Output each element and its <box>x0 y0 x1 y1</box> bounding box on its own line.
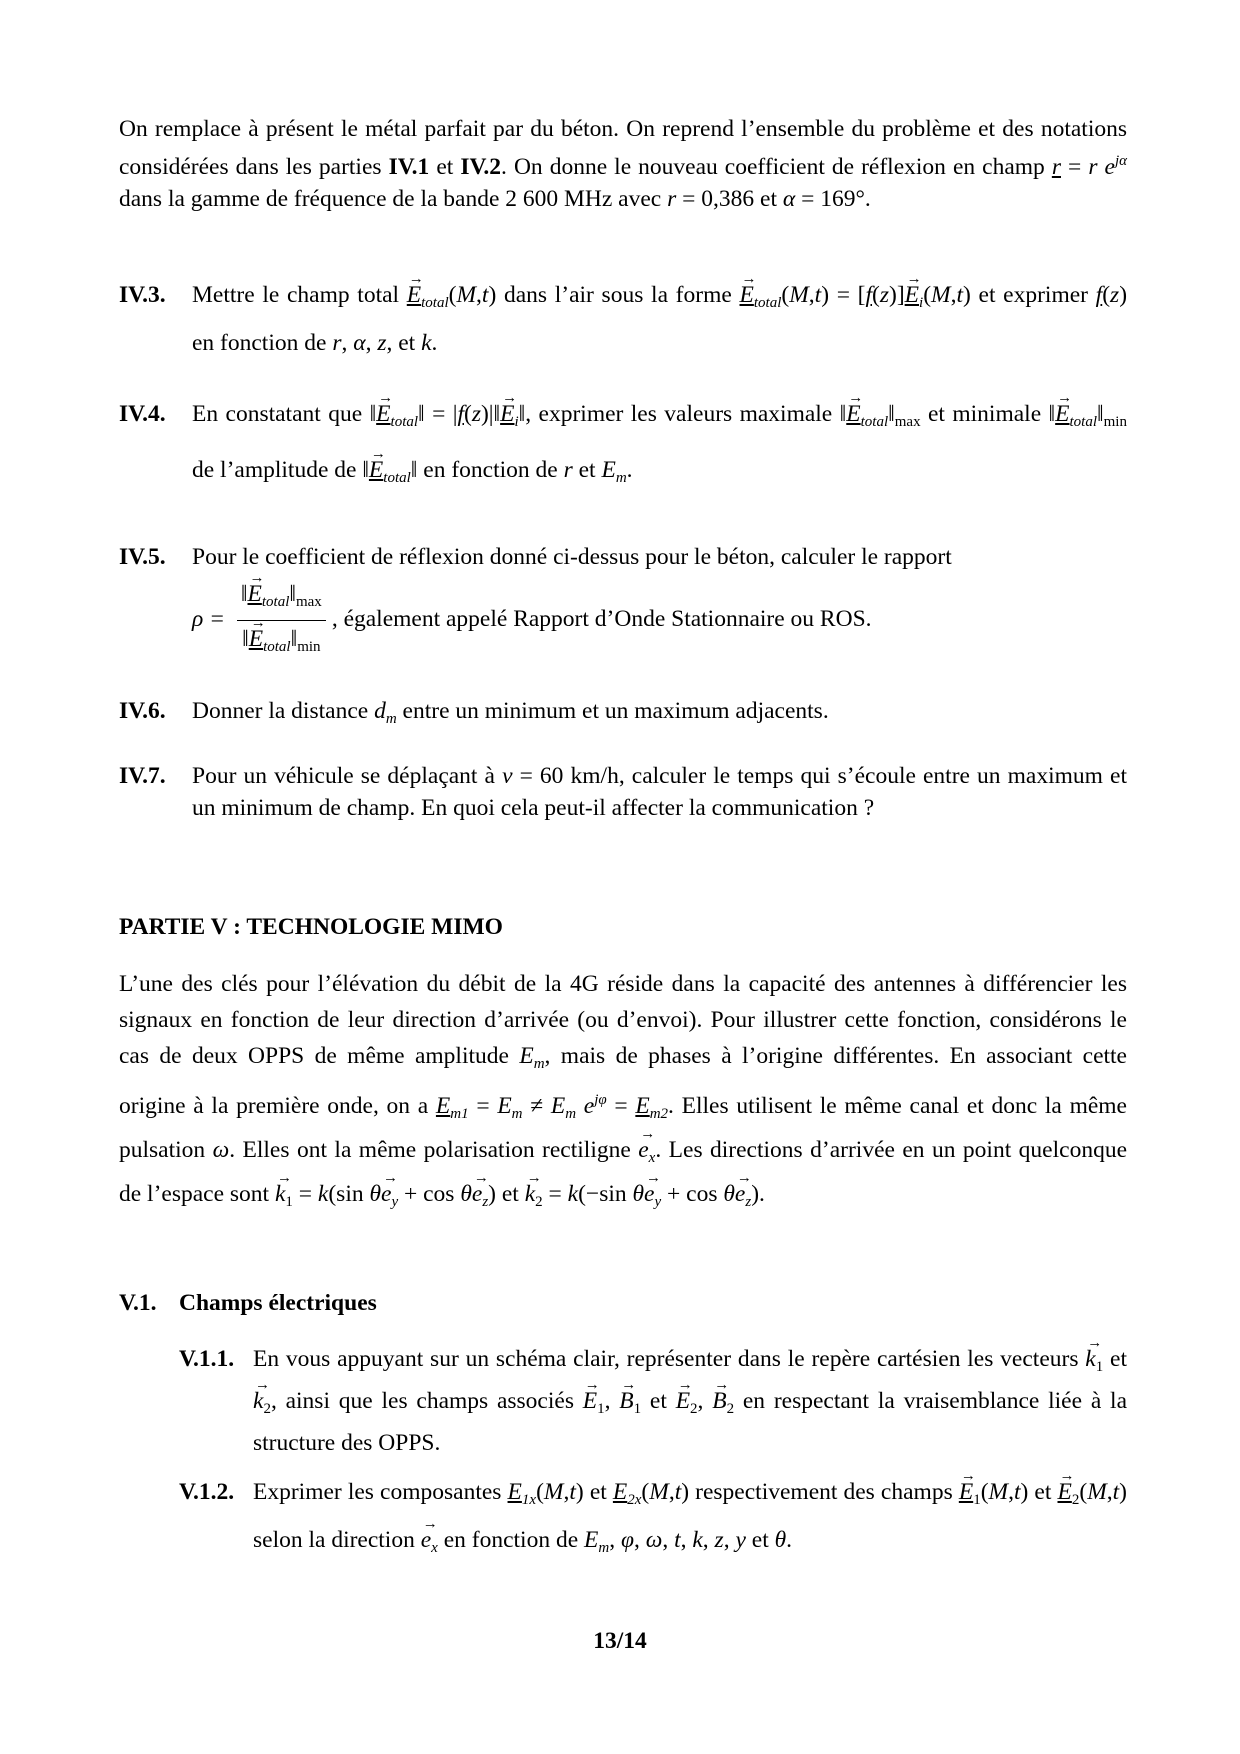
math-symbol: E <box>519 1043 534 1069</box>
math-symbol: → k <box>275 1183 285 1207</box>
text-segment: (sin <box>328 1181 370 1207</box>
question-v11 <box>179 1342 1127 1460</box>
text-segment: ( <box>923 282 932 308</box>
text-segment: En constatant que ‖ <box>192 401 377 427</box>
math-symbol: y <box>391 1194 399 1210</box>
text-segment: = <box>542 1181 568 1207</box>
math-symbol: f <box>457 401 464 427</box>
text-segment: , <box>609 1527 621 1553</box>
question-v12 <box>179 1472 1127 1568</box>
text-segment: Exprimer les composantes <box>253 1479 508 1505</box>
math-symbol: total <box>390 414 419 430</box>
math-symbol: m <box>385 711 397 727</box>
text-segment: = <box>606 1093 636 1119</box>
math-symbol: IV.1 <box>388 154 430 180</box>
question-iv7 <box>119 760 1127 824</box>
question-text <box>192 544 952 570</box>
question-text <box>253 1472 1127 1568</box>
question-text <box>253 1342 1127 1460</box>
math-symbol: θ <box>460 1181 472 1207</box>
text-segment: + cos <box>398 1181 461 1207</box>
math-symbol: r <box>1051 154 1061 180</box>
text-segment: On remplace à présent le métal parfait par du béton. On reprend l’ensemble du problème et des notations considérées dans les parties <box>119 116 1127 180</box>
text-segment: , également appelé Rapport d’Onde Stationnaire ou ROS. <box>331 605 872 632</box>
math-symbol: → E <box>1055 403 1069 427</box>
question-label: IV.4. <box>119 401 166 427</box>
math-symbol: m1 <box>450 1106 469 1122</box>
text-segment: ( <box>463 401 472 427</box>
text-segment: ) en fonction de <box>192 282 1128 356</box>
math-symbol: ω <box>645 1527 663 1553</box>
math-symbol: φ <box>620 1527 634 1553</box>
text-segment: )] <box>889 282 905 308</box>
math-symbol: t <box>481 282 489 308</box>
math-symbol: y <box>654 1194 662 1210</box>
math-symbol: E <box>497 1093 512 1119</box>
math-symbol: E <box>435 1093 451 1119</box>
question-label: IV.6. <box>119 698 166 724</box>
text-segment: , <box>723 1527 736 1553</box>
text-segment: ) dans l’air sous la forme <box>488 282 740 308</box>
math-symbol: 1 <box>1095 1359 1104 1375</box>
math-symbol: total <box>261 594 290 610</box>
question-text <box>192 694 1127 736</box>
question-body <box>192 538 1127 665</box>
text-segment: ‖ = | <box>418 401 458 427</box>
text-segment: de l’amplitude de ‖ <box>192 457 369 483</box>
math-symbol: x <box>431 1540 438 1556</box>
math-symbol: k <box>317 1181 329 1207</box>
math-symbol: M <box>931 282 951 308</box>
text-segment: (−sin <box>578 1181 633 1207</box>
fraction-denominator <box>242 621 320 665</box>
math-symbol: E <box>635 1093 650 1119</box>
math-symbol: E <box>612 1479 628 1505</box>
math-symbol: → k <box>525 1183 535 1207</box>
math-symbol: 2 <box>535 1194 543 1210</box>
math-symbol: → B <box>619 1390 633 1414</box>
math-symbol: → E <box>249 628 263 652</box>
text-segment: Pour le coefficient de réflexion donné ci-dessus pour le béton, calculer le rapport <box>192 544 952 570</box>
text-segment: ) selon la direction <box>253 1479 1127 1553</box>
math-symbol: total <box>383 470 411 486</box>
math-symbol: → e <box>472 1183 482 1207</box>
math-symbol: → e <box>735 1183 745 1207</box>
text-segment: , <box>563 1479 570 1505</box>
text-segment: , <box>1008 1479 1014 1505</box>
math-symbol: E <box>550 1093 566 1119</box>
math-symbol: z <box>482 1194 489 1210</box>
text-segment: ) et <box>1020 1479 1058 1505</box>
math-symbol: 2 <box>690 1401 698 1417</box>
ratio-fraction <box>237 576 326 665</box>
text-segment: , <box>365 330 378 356</box>
math-symbol: d <box>374 698 386 724</box>
text-segment: ( <box>641 1479 650 1505</box>
text-segment: = 169°. <box>795 186 871 212</box>
math-symbol: → e <box>421 1529 431 1553</box>
math-symbol: E <box>584 1527 599 1553</box>
math-symbol: → E <box>500 403 514 427</box>
text-segment: Donner la distance <box>192 698 375 724</box>
math-symbol: t <box>1013 1479 1021 1505</box>
text-segment: )|‖ <box>480 401 501 427</box>
question-text <box>192 390 1127 502</box>
math-symbol: k <box>567 1181 579 1207</box>
math-symbol: → E <box>959 1481 973 1505</box>
math-symbol: θ <box>369 1181 382 1207</box>
question-label: IV.3. <box>119 282 166 308</box>
math-symbol: θ <box>632 1181 645 1207</box>
text-segment: ( <box>1102 282 1111 308</box>
math-symbol: E <box>601 457 616 483</box>
math-symbol: → e <box>381 1183 391 1207</box>
text-segment: , <box>950 282 957 308</box>
text-segment: , <box>476 282 482 308</box>
math-symbol: M <box>456 282 477 308</box>
math-symbol: f <box>865 282 873 308</box>
math-symbol: E <box>507 1479 522 1505</box>
math-symbol: α <box>353 330 366 356</box>
text-segment: En vous appuyant sur un schéma clair, représenter dans le repère cartésien les vecteurs <box>253 1346 1086 1372</box>
math-symbol: jφ <box>594 1092 607 1108</box>
question-text-after <box>332 606 872 632</box>
math-symbol: θ <box>723 1181 735 1207</box>
math-symbol: → k <box>253 1390 263 1414</box>
text-segment: et <box>1103 1346 1127 1372</box>
math-symbol: t <box>674 1479 682 1505</box>
math-symbol: → e <box>644 1183 654 1207</box>
text-segment: , <box>662 1527 675 1553</box>
math-symbol: → E <box>376 403 390 427</box>
text-segment: , <box>604 1388 620 1414</box>
section-title: Champs électriques <box>179 1290 377 1316</box>
math-symbol: z <box>471 401 481 427</box>
text-segment: + cos <box>661 1181 724 1207</box>
math-symbol: 2 <box>726 1401 735 1417</box>
math-symbol: r <box>563 457 573 483</box>
math-symbol: → k <box>1085 1348 1095 1372</box>
math-symbol: total <box>860 414 889 430</box>
text-segment: , <box>668 1479 675 1505</box>
math-symbol: m <box>565 1106 577 1122</box>
math-symbol: → B <box>712 1390 726 1414</box>
section-label: V.1. <box>119 1290 157 1316</box>
math-symbol: → E <box>248 583 262 607</box>
math-symbol: x <box>648 1150 656 1166</box>
math-symbol: → E <box>369 459 383 483</box>
text-segment: ‖ en fonction de <box>410 457 564 483</box>
text-segment: ( <box>536 1479 544 1505</box>
math-symbol: total <box>1069 414 1098 430</box>
text-segment: ‖ <box>1097 401 1104 427</box>
math-symbol: k <box>692 1527 703 1553</box>
text-segment: et <box>572 457 602 483</box>
text-segment: en respectant la vraisemblance liée à la structure des OPPS. <box>253 1388 1128 1456</box>
text-segment: ‖ <box>888 401 895 427</box>
text-segment: , et <box>386 330 422 356</box>
math-symbol: 2 <box>1071 1492 1080 1508</box>
question-text <box>192 275 1127 363</box>
text-segment: ) = [ <box>821 282 866 308</box>
text-segment: . Elles utilisent le même canal et donc la même pulsation <box>119 1093 1127 1163</box>
math-symbol: → E <box>740 284 754 308</box>
text-segment: . <box>626 457 633 483</box>
text-segment: ‖ <box>240 581 248 607</box>
part-intro-paragraph <box>119 966 1127 1220</box>
math-symbol: v <box>502 763 513 789</box>
math-symbol: 2x <box>627 1492 642 1508</box>
question-iv5 <box>119 538 1127 665</box>
math-symbol: m <box>615 470 627 486</box>
math-symbol: α <box>782 186 796 212</box>
question-label: V.1.1. <box>179 1346 235 1372</box>
math-symbol: M <box>988 1479 1009 1505</box>
text-segment: ‖ <box>242 626 249 652</box>
text-segment: ≠ <box>522 1093 551 1119</box>
text-segment: , <box>341 330 354 356</box>
math-symbol: t <box>956 282 963 308</box>
math-symbol: IV.2 <box>460 154 502 180</box>
math-symbol: i <box>919 295 924 311</box>
math-symbol: θ <box>774 1527 787 1553</box>
math-symbol: m <box>598 1540 610 1556</box>
text-segment: ) respectivement des champs <box>681 1479 959 1505</box>
math-symbol: y <box>735 1527 746 1553</box>
math-symbol: M <box>649 1479 669 1505</box>
math-symbol: min <box>297 639 321 655</box>
text-segment: ( <box>872 282 880 308</box>
question-iv6 <box>119 694 1127 736</box>
text-segment: et <box>641 1388 676 1414</box>
question-label: IV.5. <box>119 544 166 570</box>
question-iv4 <box>119 390 1127 502</box>
math-symbol: m2 <box>649 1106 669 1122</box>
math-symbol: 2 <box>263 1401 271 1417</box>
math-symbol: → e <box>638 1139 648 1163</box>
math-symbol: e <box>576 1093 595 1119</box>
text-segment: en fonction de <box>437 1527 585 1553</box>
text-segment: = <box>468 1093 498 1119</box>
text-segment: Mettre le champ total <box>192 282 407 308</box>
math-symbol: → E <box>846 403 860 427</box>
math-symbol: i <box>514 414 519 430</box>
math-symbol: M <box>1087 1479 1107 1505</box>
math-symbol: 1 <box>633 1401 642 1417</box>
text-segment: , <box>697 1388 713 1414</box>
page-number: 13/14 <box>593 1628 647 1654</box>
math-symbol: → E <box>407 284 421 308</box>
text-segment: , mais de phases à l’origine différentes. En associant cette origine à la première onde, on a <box>119 1043 1127 1119</box>
text-segment: L’une des clés pour l’élévation du débit de la 4G réside dans la capacité des antennes à différencier les signaux en fonction de leur direction d’arrivée (ou d’envoi). Pour illustrer cette fonction, considérons le cas de deux OPPS de même amplitude <box>119 971 1127 1069</box>
text-segment: ‖ <box>290 626 298 652</box>
math-symbol: t <box>674 1527 681 1553</box>
text-segment: ). <box>751 1181 765 1207</box>
text-segment: , <box>680 1527 693 1553</box>
math-symbol: total <box>263 639 291 655</box>
math-symbol: jα <box>1114 153 1127 169</box>
text-segment: , <box>1106 1479 1113 1505</box>
text-segment: Pour un véhicule se déplaçant à <box>192 763 503 789</box>
math-symbol: 1 <box>973 1492 981 1508</box>
math-symbol: z <box>745 1194 752 1210</box>
text-segment: = 60 km/h, calculer le temps qui s’écoule entre un maximum et un minimum de champ. En quoi cela peut-il affecter la communication ? <box>192 763 1127 821</box>
section-heading <box>119 1286 1127 1320</box>
rho-symbol: ρ = <box>192 605 226 632</box>
math-symbol: t <box>814 282 822 308</box>
text-segment: ( <box>980 1479 989 1505</box>
math-symbol: z <box>377 330 387 356</box>
math-symbol: ω <box>212 1137 230 1163</box>
text-segment: = <box>292 1181 318 1207</box>
text-segment: entre un minimum et un maximum adjacents. <box>396 698 829 724</box>
text-segment: ) et <box>488 1181 525 1207</box>
math-symbol: m <box>511 1106 523 1122</box>
math-symbol: r <box>332 330 342 356</box>
text-segment: et <box>429 154 461 180</box>
text-segment: et <box>745 1527 775 1553</box>
math-symbol: total <box>421 295 449 311</box>
math-symbol: → E <box>676 1390 690 1414</box>
text-segment: . Les directions d’arrivée en un point quelconque de l’espace sont <box>119 1137 1127 1207</box>
part-title: PARTIE V : TECHNOLOGIE MIMO <box>119 914 503 940</box>
question-label: IV.7. <box>119 763 166 789</box>
text-segment: et minimale ‖ <box>920 401 1056 427</box>
text-segment: ( <box>781 282 790 308</box>
text-segment: dans la gamme de fréquence de la bande 2 600 MHz avec <box>119 186 668 212</box>
text-segment: ‖ <box>289 581 296 607</box>
math-symbol: z <box>1110 282 1120 308</box>
text-segment: . Elles ont la même polarisation rectiligne <box>229 1137 639 1163</box>
text-segment: , ainsi que les champs associés <box>270 1388 583 1414</box>
math-symbol: max <box>894 414 921 430</box>
math-symbol: t <box>569 1479 576 1505</box>
intro-paragraph <box>119 113 1127 215</box>
math-symbol: r <box>667 186 677 212</box>
text-segment: , <box>808 282 815 308</box>
math-symbol: 1 <box>285 1194 293 1210</box>
math-symbol: M <box>789 282 809 308</box>
math-symbol: k <box>421 330 432 356</box>
math-symbol: → E <box>1058 1481 1072 1505</box>
text-segment: ( <box>1079 1479 1088 1505</box>
math-symbol: → E <box>905 284 919 308</box>
text-segment: ) et exprimer <box>963 282 1096 308</box>
text-segment: , <box>702 1527 715 1553</box>
text-segment: , <box>633 1527 646 1553</box>
math-symbol: → E <box>583 1390 597 1414</box>
text-segment: ( <box>448 282 457 308</box>
math-symbol: max <box>295 594 322 610</box>
question-iv3 <box>119 275 1127 363</box>
text-segment: ‖, exprimer les valeurs maximale ‖ <box>518 401 847 427</box>
question-text <box>192 760 1127 824</box>
math-symbol: r e <box>1088 154 1115 180</box>
math-symbol: 1x <box>521 1492 537 1508</box>
math-symbol: f <box>1095 282 1103 308</box>
text-segment: = 0,386 et <box>676 186 783 212</box>
math-symbol: min <box>1103 414 1127 430</box>
text-segment: ) et <box>575 1479 613 1505</box>
text-segment: . <box>431 330 438 356</box>
math-symbol: total <box>753 295 782 311</box>
math-symbol: t <box>1112 1479 1120 1505</box>
math-symbol: m <box>533 1056 545 1072</box>
text-segment: . <box>786 1527 793 1553</box>
text-segment: . On donne le nouveau coefficient de réflexion en champ <box>501 154 1052 180</box>
math-symbol: z <box>879 282 889 308</box>
math-symbol: z <box>714 1527 724 1553</box>
text-segment: = <box>1061 154 1089 180</box>
math-symbol: M <box>543 1479 564 1505</box>
math-symbol: 1 <box>597 1401 605 1417</box>
question-label: V.1.2. <box>179 1479 235 1505</box>
